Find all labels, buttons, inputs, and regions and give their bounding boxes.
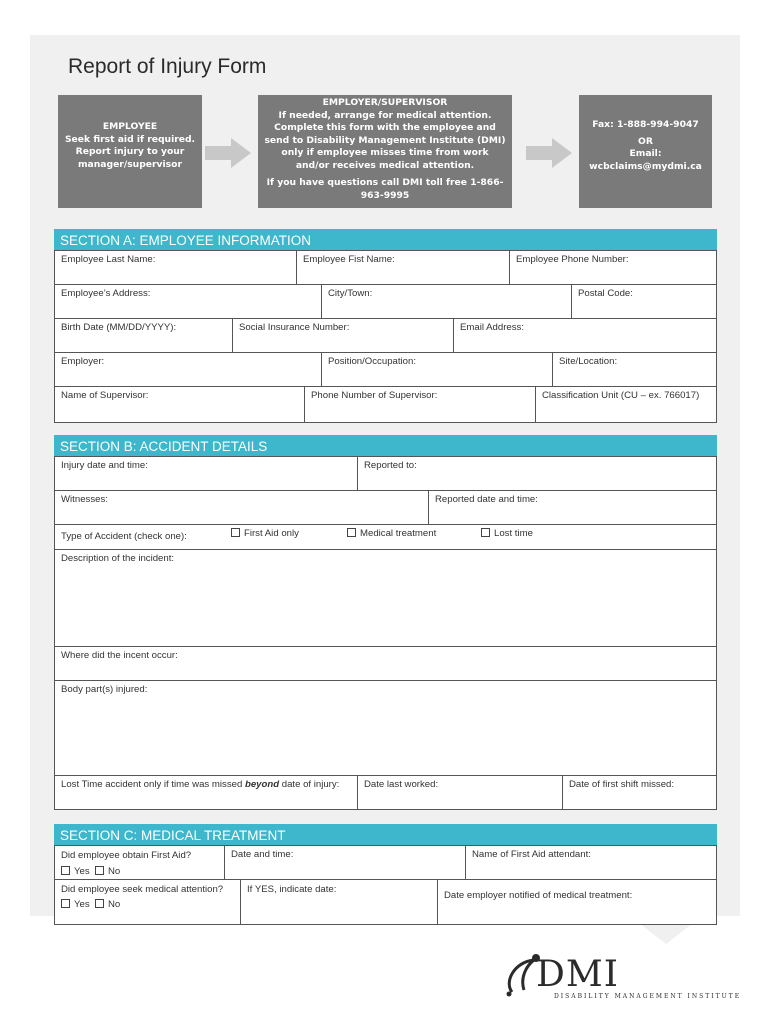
where-field[interactable] (55, 647, 716, 680)
medical-yes-checkbox[interactable] (61, 899, 70, 908)
section-c-row-2 (55, 879, 717, 924)
email-label: Email: (629, 148, 662, 159)
postal-code-field[interactable] (571, 285, 716, 318)
page-title: Report of Injury Form (68, 55, 267, 78)
lost-time-option-label: Lost time (494, 528, 533, 539)
description-field[interactable] (55, 550, 716, 646)
employer-field[interactable] (55, 353, 321, 386)
first-shift-field[interactable] (562, 776, 716, 809)
site-label: Site/Location: (559, 356, 618, 367)
contact-box (579, 95, 712, 208)
address-field[interactable] (55, 285, 321, 318)
section-a-row-2 (55, 284, 717, 318)
section-b-grid (54, 456, 717, 810)
lost-time-checkbox[interactable] (481, 528, 490, 537)
email-address: wcbclaims@mydmi.ca (589, 160, 702, 172)
injury-date-field[interactable] (55, 457, 357, 490)
witnesses-label: Witnesses: (61, 494, 108, 505)
body-part-field[interactable] (55, 681, 716, 775)
section-a-grid (54, 250, 717, 423)
supervisor-name-field[interactable] (55, 387, 304, 422)
first-aid-no-checkbox[interactable] (95, 866, 104, 875)
where-label: Where did the incent occur: (61, 650, 178, 661)
fax-number: Fax: 1-888-994-9047 (592, 119, 699, 130)
section-b-title: SECTION B: ACCIDENT DETAILS (54, 435, 717, 456)
if-yes-date-label: If YES, indicate date: (247, 884, 337, 895)
first-aid-checkbox[interactable] (231, 528, 240, 537)
first-aid-date-field[interactable] (224, 846, 465, 879)
medical-no-label: No (108, 898, 121, 910)
supervisor-questions: If you have questions call DMI toll free 1-866-963-9995 (266, 177, 504, 201)
reported-date-field[interactable] (428, 491, 716, 524)
witnesses-field[interactable] (55, 491, 428, 524)
section-b-row-2 (55, 490, 717, 524)
email-field[interactable] (453, 319, 716, 352)
section-a-row-5 (55, 386, 717, 422)
medical-option[interactable] (347, 528, 436, 541)
section-a-row-1 (55, 250, 717, 284)
section-c-grid (54, 845, 717, 925)
lost-time-text (61, 779, 339, 790)
first-aid-date-label: Date and time: (231, 849, 294, 860)
description-label: Description of the incident: (61, 553, 175, 564)
first-aid-question (55, 846, 224, 879)
section-a (54, 229, 717, 423)
postal-code-label: Postal Code: (578, 288, 633, 299)
first-aid-option[interactable] (231, 528, 299, 541)
first-aid-no-label: No (108, 865, 121, 877)
city-label: City/Town: (328, 288, 373, 299)
section-b-row-1 (55, 456, 717, 490)
medical-question-label: Did employee seek medical attention? (61, 884, 224, 895)
section-b-row-body (55, 680, 717, 775)
position-field[interactable] (321, 353, 552, 386)
body-part-label: Body part(s) injured: (61, 684, 148, 695)
section-a-title: SECTION A: EMPLOYEE INFORMATION (54, 229, 717, 250)
city-field[interactable] (321, 285, 571, 318)
medical-question (55, 880, 240, 924)
notified-date-label: Date employer notified of medical treatment: (444, 890, 633, 901)
first-aid-yes-label: Yes (74, 865, 90, 877)
attendant-label: Name of First Aid attendant: (472, 849, 591, 860)
medical-no-checkbox[interactable] (95, 899, 104, 908)
phone-field[interactable] (509, 251, 716, 284)
first-name-field[interactable] (296, 251, 509, 284)
arrow-right-icon (205, 138, 251, 168)
classification-label: Classification Unit (CU – ex. 766017) (542, 390, 700, 401)
first-shift-label: Date of first shift missed: (569, 779, 675, 790)
accident-type-label: Type of Accident (check one): (61, 531, 187, 542)
dmi-tagline: DISABILITY MANAGEMENT INSTITUTE (554, 993, 742, 1000)
medical-yes[interactable] (61, 899, 90, 910)
first-aid-no[interactable] (95, 866, 120, 877)
birth-date-label: Birth Date (MM/DD/YYYY): (61, 322, 177, 333)
attendant-field[interactable] (465, 846, 716, 879)
medical-option-label: Medical treatment (360, 528, 437, 539)
last-worked-label: Date last worked: (364, 779, 439, 790)
section-b (54, 435, 717, 810)
employee-instructions-box (58, 95, 202, 208)
supervisor-heading: EMPLOYER/SUPERVISOR (322, 97, 448, 108)
first-aid-option-label: First Aid only (244, 528, 299, 539)
section-c-row-1 (55, 845, 717, 879)
supervisor-text: If needed, arrange for medical attention. Complete this form with the employee and send to Disability Management Institute (DMI) only if employee misses time from work and/or receives medical attention. (264, 109, 506, 171)
contact-or: OR (638, 135, 653, 147)
lost-time-text-pre: Lost Time accident only if time was missed (61, 779, 245, 790)
section-a-row-3 (55, 318, 717, 352)
section-c (54, 824, 717, 925)
notified-date-field[interactable] (437, 880, 716, 924)
first-aid-question-label: Did employee obtain First Aid? (61, 850, 192, 861)
supervisor-phone-label: Phone Number of Supervisor: (311, 390, 438, 401)
section-b-row-type (55, 524, 717, 549)
section-b-row-where (55, 646, 717, 680)
injury-date-label: Injury date and time: (61, 460, 148, 471)
birth-date-field[interactable] (55, 319, 232, 352)
accident-type-field (55, 525, 717, 549)
section-c-title: SECTION C: MEDICAL TREATMENT (54, 824, 717, 845)
first-aid-yes[interactable] (61, 866, 90, 877)
supervisor-instructions-box (258, 95, 512, 208)
first-name-label: Employee Fist Name: (303, 254, 395, 265)
lost-time-option[interactable] (481, 528, 533, 541)
supervisor-phone-field[interactable] (304, 387, 535, 422)
last-worked-field[interactable] (357, 776, 562, 809)
arrow-right-icon (526, 138, 572, 168)
employee-heading: EMPLOYEE (102, 121, 158, 132)
lost-time-text-emphasis: beyond (244, 779, 280, 790)
section-b-row-lost (55, 775, 717, 809)
reported-to-label: Reported to: (364, 460, 417, 471)
employee-text: Seek first aid if required. Report injury to your manager/supervisor (64, 133, 196, 170)
last-name-field[interactable] (55, 251, 296, 284)
lost-time-text-post: date of injury: (279, 779, 340, 790)
last-name-label: Employee Last Name: (61, 254, 156, 265)
sin-field[interactable] (232, 319, 453, 352)
phone-label: Employee Phone Number: (516, 254, 629, 265)
section-a-row-4 (55, 352, 717, 386)
medical-no[interactable] (95, 899, 120, 910)
email-label-a: Email Address: (460, 322, 524, 333)
site-field[interactable] (552, 353, 716, 386)
first-aid-yes-checkbox[interactable] (61, 866, 70, 875)
dmi-logo (500, 952, 742, 1004)
reported-date-label: Reported date and time: (435, 494, 538, 505)
dmi-logo-text: DMI (536, 954, 619, 995)
employer-label: Employer: (61, 356, 105, 367)
reported-to-field[interactable] (357, 457, 716, 490)
lost-time-field[interactable] (55, 776, 357, 809)
address-label: Employee’s Address: (61, 288, 151, 299)
section-b-row-description (55, 549, 717, 646)
position-label: Position/Occupation: (328, 356, 416, 367)
medical-checkbox[interactable] (347, 528, 356, 537)
medical-yes-label: Yes (74, 898, 90, 910)
supervisor-name-label: Name of Supervisor: (61, 390, 149, 401)
classification-field[interactable] (535, 387, 716, 422)
sin-label: Social Insurance Number: (239, 322, 350, 333)
if-yes-date-field[interactable] (240, 880, 437, 924)
